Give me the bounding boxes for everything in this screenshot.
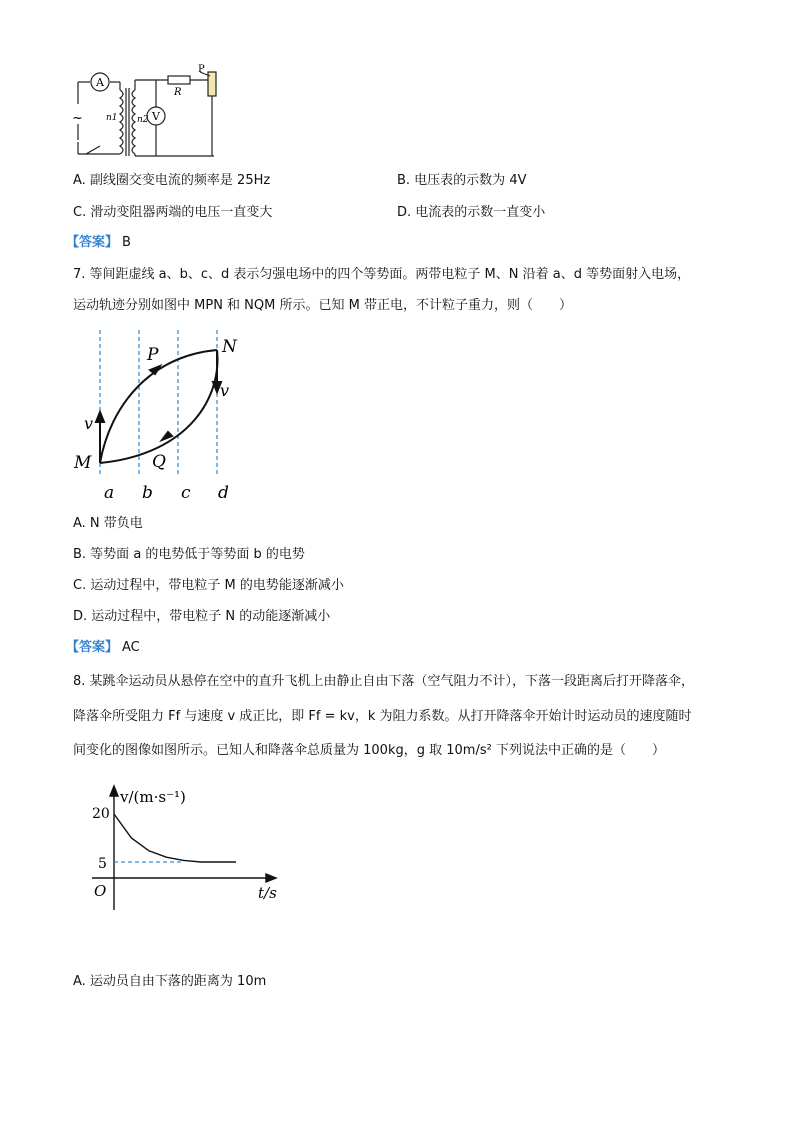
- answer-tag: 【答案】: [66, 640, 119, 655]
- q8-stem-line3: 间变化的图像如图所示。已知人和降落伞总质量为 100kg，g 取 10m/s² 下列说法中正确的是（ ）: [73, 743, 665, 758]
- transformer-circuit-figure: [66, 62, 226, 162]
- q7-option-b: B. 等势面 a 的电势低于等势面 b 的电势: [73, 547, 305, 562]
- slider-label: P: [198, 64, 205, 75]
- q6-answer: [66, 234, 131, 252]
- answer-tag: 【答案】: [66, 235, 119, 250]
- answer-value: B: [122, 235, 131, 250]
- plane-c-label: c: [181, 483, 191, 503]
- ytick-20: 20: [92, 806, 110, 822]
- point-n-label: N: [222, 337, 237, 357]
- point-p-label: P: [147, 345, 159, 365]
- resistor-label: R: [174, 87, 182, 98]
- q8-stem-line2: 降落伞所受阻力 Ff 与速度 v 成正比，即 Ff = kv，k 为阻力系数。从打开降落伞开始计时运动员的速度随时: [73, 709, 692, 724]
- answer-value: AC: [122, 640, 140, 655]
- x-axis-label: t/s: [258, 884, 277, 902]
- plane-b-label: b: [142, 483, 153, 503]
- y-axis-label: v/(m·s⁻¹): [120, 788, 186, 806]
- plane-d-label: d: [218, 483, 229, 503]
- q7-answer: [66, 639, 140, 657]
- ac-source-icon: ~: [72, 111, 83, 126]
- q6-option-d: D. 电流表的示数一直变小: [397, 205, 546, 220]
- q6-option-a: A. 副线圈交变电流的频率是 25Hz: [73, 173, 271, 188]
- ytick-5: 5: [98, 856, 107, 872]
- equipotential-figure: [70, 326, 260, 506]
- velocity-curve: [114, 814, 236, 862]
- n2-label: n2: [137, 115, 149, 125]
- q8-stem-line1: 8. 某跳伞运动员从悬停在空中的直升飞机上由静止自由下落（空气阻力不计），下落一段距离后打开降落伞，: [73, 674, 695, 689]
- q7-stem-line1: 7. 等间距虚线 a、b、c、d 表示匀强电场中的四个等势面。两带电粒子 M、N 沿着 a、d 等势面射入电场，: [73, 267, 691, 282]
- velocity-n-label: v: [220, 381, 230, 400]
- origin-label: O: [94, 882, 107, 900]
- q7-option-c: C. 运动过程中，带电粒子 M 的电势能逐渐减小: [73, 578, 344, 593]
- q7-option-d: D. 运动过程中，带电粒子 N 的动能逐渐减小: [73, 609, 331, 624]
- q7-stem-line2: 运动轨迹分别如图中 MPN 和 NQM 所示。已知 M 带正电，不计粒子重力，则（ ）: [73, 298, 572, 313]
- plane-a-label: a: [104, 483, 115, 503]
- velocity-m-label: v: [84, 414, 94, 433]
- q6-option-c: C. 滑动变阻器两端的电压一直变大: [73, 205, 273, 220]
- voltmeter-label: V: [152, 110, 160, 123]
- point-q-label: Q: [152, 452, 166, 472]
- ammeter-label: A: [96, 76, 104, 89]
- velocity-time-chart: [86, 780, 286, 915]
- q7-option-a: A. N 带负电: [73, 516, 143, 531]
- n1-label: n1: [106, 113, 118, 123]
- point-m-label: M: [74, 453, 92, 473]
- q6-option-b: B. 电压表的示数为 4V: [397, 173, 527, 188]
- q8-option-a: A. 运动员自由下落的距离为 10m: [73, 974, 267, 989]
